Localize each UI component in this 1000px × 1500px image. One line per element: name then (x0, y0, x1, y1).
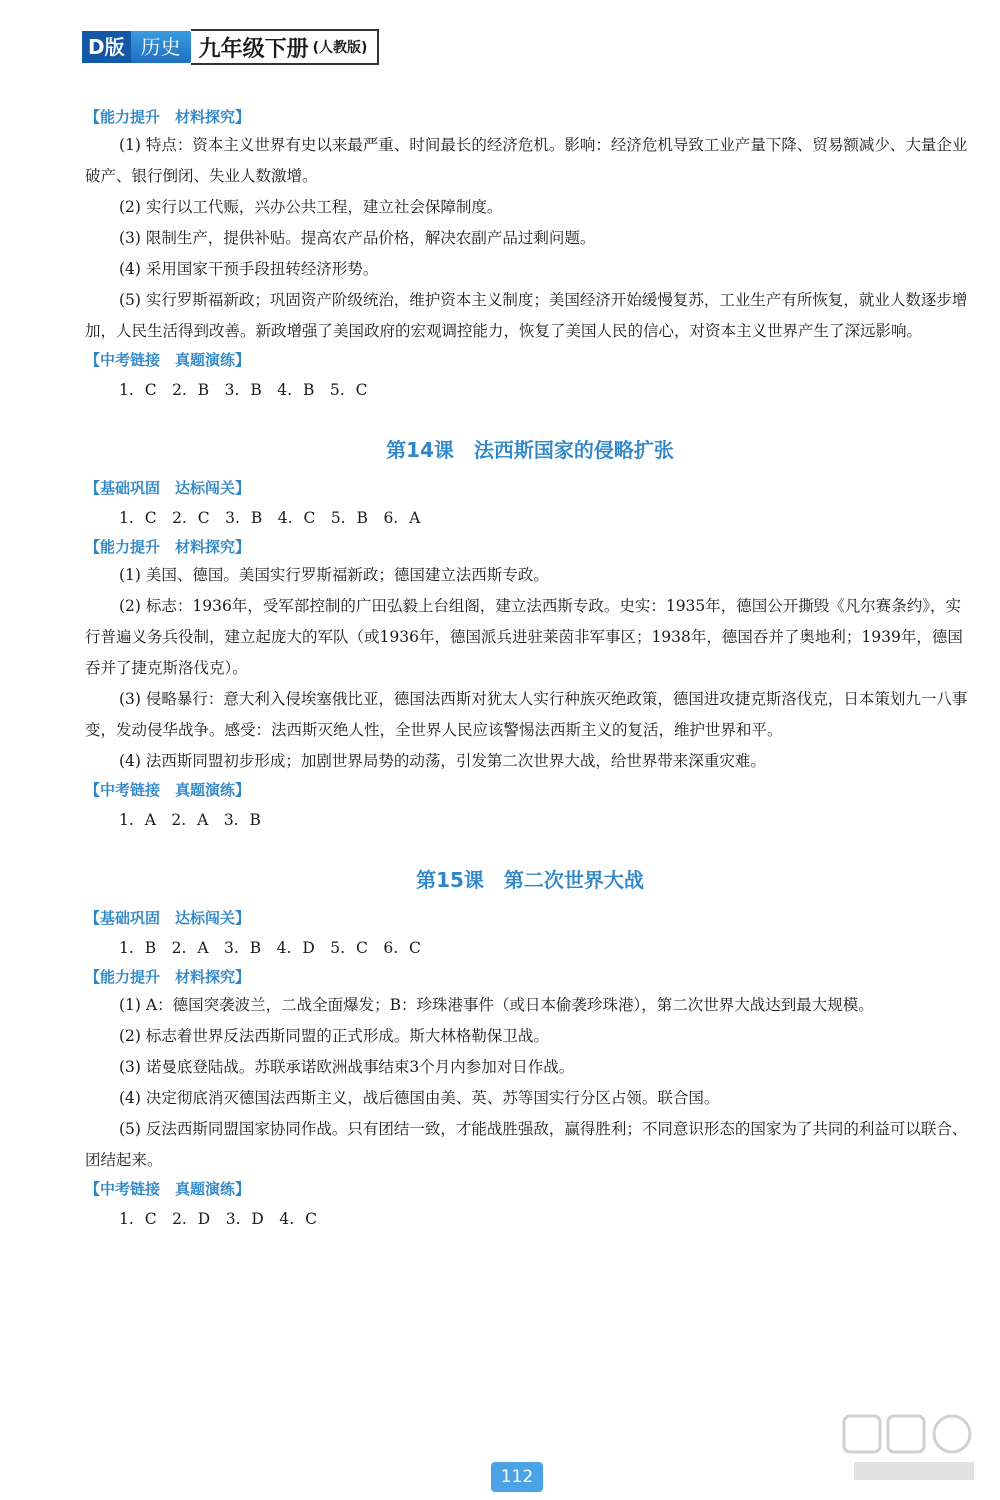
answer-item: (5) 实行罗斯福新政；巩固资产阶级统治，维护资本主义制度；美国经济开始缓慢复苏，工业生产有所恢复，就业人数逐步增加，人民生活得到改善。新政增强了美国政府的宏观调控能力，恢复了美国人民的信心，对资本主义世界产生了深远影响。 (85, 291, 968, 340)
answer-item: (3) 诺曼底登陆战。苏联承诺欧洲战事结束3个月内参加对日作战。 (119, 1058, 575, 1076)
answer-item: (5) 反法西斯同盟国家协同作战。只有团结一致，才能战胜强敌，赢得胜利；不同意识形态的国家为了共同的利益可以联合、团结起来。 (85, 1120, 968, 1169)
answer-item: (4) 采用国家干预手段扭转经济形势。 (119, 260, 379, 278)
answer-item: (1) 特点：资本主义世界有史以来最严重、时间最长的经济危机。影响：经济危机导致工业产量下降、贸易额减少、大量企业破产、银行倒闭、失业人数激增。 (85, 136, 968, 185)
version-text: (人教版) (312, 40, 368, 56)
book-badge (82, 31, 191, 63)
section-heading: 【中考链接 真题演练】 (85, 351, 251, 369)
section-heading: 【基础巩固 达标闯关】 (85, 909, 251, 927)
grade-label (191, 29, 380, 65)
answer-item: (4) 法西斯同盟初步形成；加剧世界局势的动荡，引发第二次世界大战，给世界带来深重灾难。 (119, 752, 766, 770)
answer-content (85, 104, 975, 1235)
choice-answers: 1. A 2. A 3. B (119, 811, 261, 829)
subject-label: 历史 (140, 35, 181, 59)
lesson-title: 第15课 第二次世界大战 (416, 868, 644, 892)
section-heading: 【中考链接 真题演练】 (85, 781, 251, 799)
section-heading: 【能力提升 材料探究】 (85, 108, 251, 126)
section-heading: 【基础巩固 达标闯关】 (85, 479, 251, 497)
edition-label: D版 (82, 31, 131, 63)
section-heading: 【能力提升 材料探究】 (85, 968, 251, 986)
grade-text: 九年级下册 (198, 36, 309, 62)
choice-answers: 1. C 2. C 3. B 4. C 5. B 6. A (119, 509, 421, 527)
choice-answers: 1. C 2. D 3. D 4. C (119, 1210, 317, 1228)
choice-answers: 1. B 2. A 3. B 4. D 5. C 6. C (119, 939, 421, 957)
answer-item: (3) 侵略暴行：意大利入侵埃塞俄比亚，德国法西斯对犹太人实行种族灭绝政策，德国进攻捷克斯洛伐克，日本策划九一八事变，发动侵华战争。感受：法西斯灭绝人性，全世界人民应该警惕法西斯主义的复活，维护世界和平。 (85, 690, 968, 739)
answer-item: (3) 限制生产，提供补贴。提高农产品价格，解决农副产品过剩问题。 (119, 229, 596, 247)
answer-item: (2) 标志着世界反法西斯同盟的正式形成。斯大林格勒保卫战。 (119, 1027, 549, 1045)
section-heading: 【能力提升 材料探究】 (85, 538, 251, 556)
watermark-logo-icon (834, 1410, 984, 1490)
answer-item: (2) 标志：1936年，受军部控制的广田弘毅上台组阁，建立法西斯专政。史实：1935年，德国公开撕毁《凡尔赛条约》，实行普遍义务兵役制，建立起庞大的军队（或1936年，德国派兵进驻莱茵非军事区；1938年，德国吞并了奥地利；1939年，德国吞并了捷克斯洛伐克）。 (85, 597, 963, 677)
answer-item: (1) 美国、德国。美国实行罗斯福新政；德国建立法西斯专政。 (119, 566, 549, 584)
page-number: 112 (491, 1462, 543, 1492)
choice-answers: 1. C 2. B 3. B 4. B 5. C (119, 381, 368, 399)
lesson-title: 第14课 法西斯国家的侵略扩张 (386, 438, 674, 462)
answer-item: (2) 实行以工代赈，兴办公共工程，建立社会保障制度。 (119, 198, 503, 216)
answer-item: (4) 决定彻底消灭德国法西斯主义，战后德国由美、英、苏等国实行分区占领。联合国。 (119, 1089, 720, 1107)
section-heading: 【中考链接 真题演练】 (85, 1180, 251, 1198)
answer-item: (1) A：德国突袭波兰，二战全面爆发；B：珍珠港事件（或日本偷袭珍珠港），第二次世界大战达到最大规模。 (119, 996, 874, 1014)
page-header (82, 30, 379, 64)
